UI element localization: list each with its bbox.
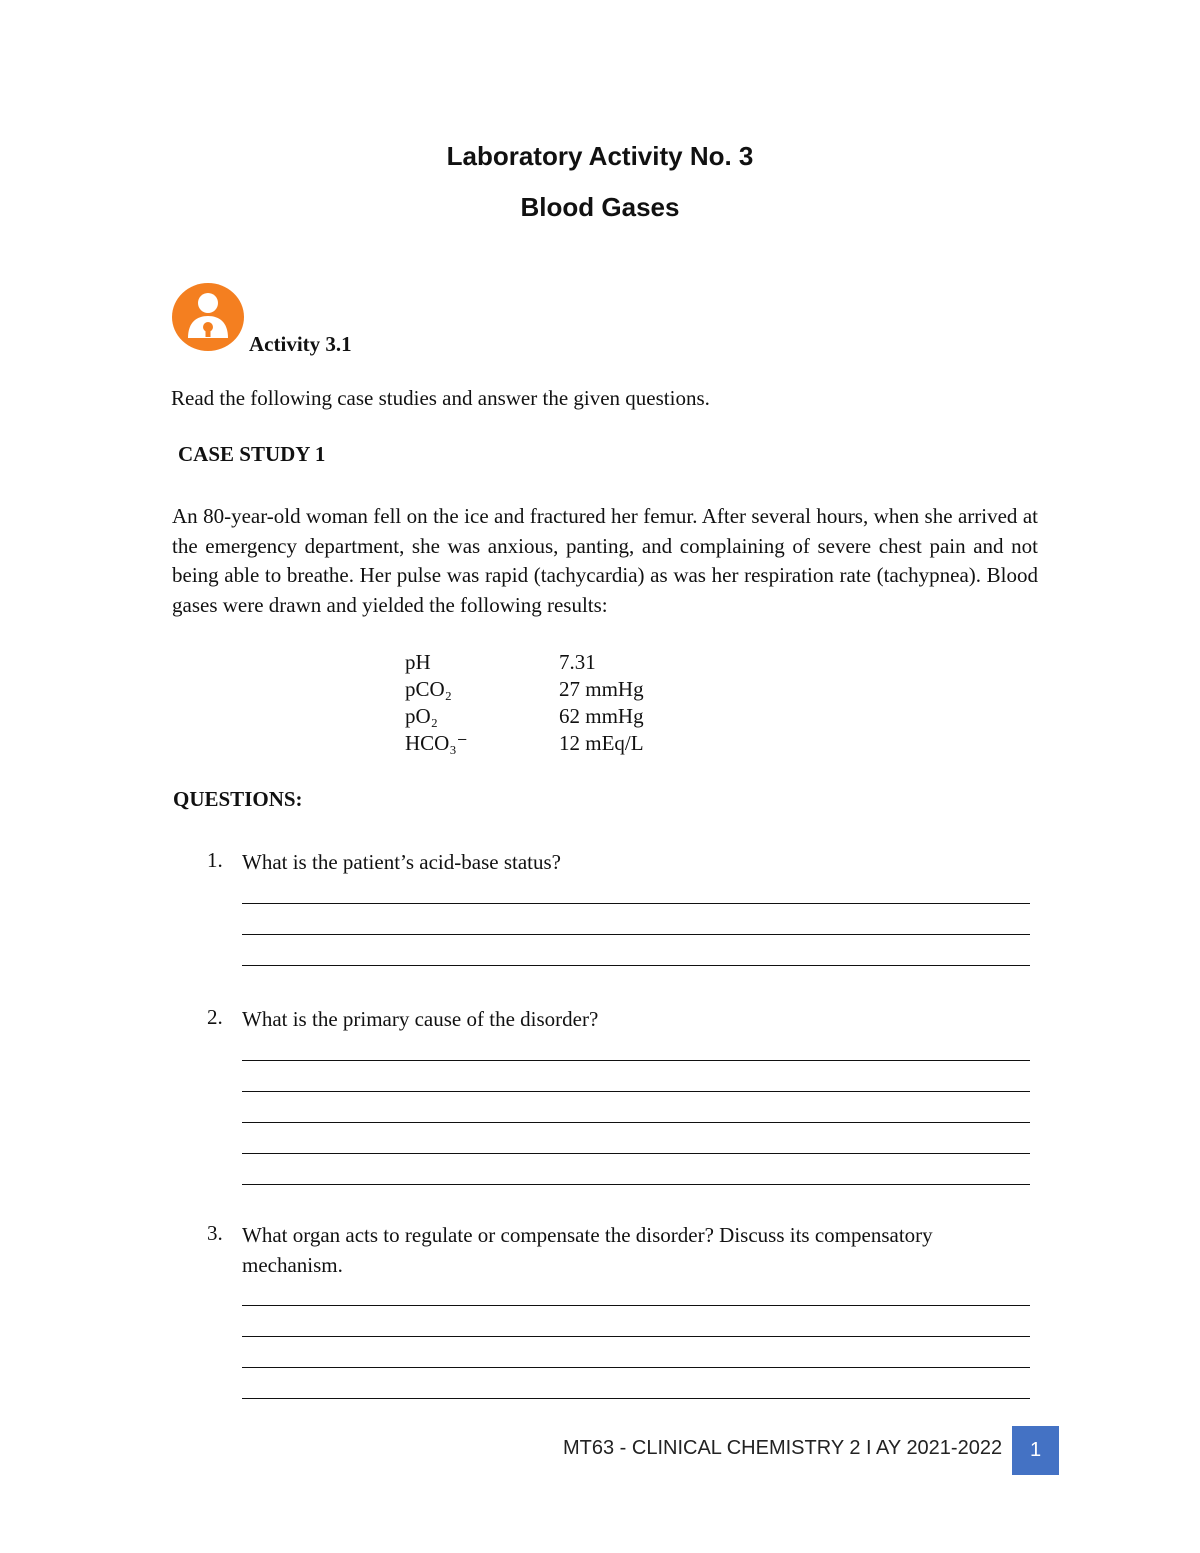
page-title: Laboratory Activity No. 3 xyxy=(446,141,754,171)
answer-line[interactable] xyxy=(242,934,1030,935)
case-study-title: CASE STUDY 1 xyxy=(178,442,326,466)
result-value: 7.31 xyxy=(559,650,596,674)
question-number: 3. xyxy=(207,1221,223,1245)
answer-line[interactable] xyxy=(242,1060,1030,1061)
result-param: pO₂ xyxy=(405,704,438,728)
answer-line[interactable] xyxy=(242,1305,1030,1306)
question-number: 1. xyxy=(207,848,223,872)
answer-line[interactable] xyxy=(242,1398,1030,1399)
question-text: What is the primary cause of the disorder? xyxy=(242,1007,599,1031)
answer-line[interactable] xyxy=(242,965,1030,966)
answer-line[interactable] xyxy=(242,1153,1030,1154)
question-text: What is the patient’s acid-base status? xyxy=(242,850,561,874)
result-param: HCO₃⁻ xyxy=(405,731,468,755)
result-value: 62 mmHg xyxy=(559,704,644,728)
result-param: pH xyxy=(405,650,431,674)
answer-line[interactable] xyxy=(242,1122,1030,1123)
question-text: What organ acts to regulate or compensate the disorder? Discuss its compensatory mechanism. xyxy=(242,1223,933,1277)
result-param: pCO₂ xyxy=(405,677,452,701)
page-subtitle: Blood Gases xyxy=(520,192,680,222)
case-study-text: An 80-year-old woman fell on the ice and fractured her femur. After several hours, when she arrived at the emergency department, she was anxious, panting, and complaining of severe chest pain and not being able to breathe. Her pulse was rapid (tachycardia) as was her respiration rate (tachypnea). Blood gases were drawn and yielded the following results: xyxy=(172,504,1038,617)
activity-label: Activity 3.1 xyxy=(249,332,352,356)
instructions: Read the following case studies and answer the given questions. xyxy=(171,386,710,410)
answer-line[interactable] xyxy=(242,903,1030,904)
answer-line[interactable] xyxy=(242,1367,1030,1368)
result-value: 12 mEq/L xyxy=(559,731,644,755)
person-icon xyxy=(171,282,245,352)
question-number: 2. xyxy=(207,1005,223,1029)
answer-line[interactable] xyxy=(242,1091,1030,1092)
answer-line[interactable] xyxy=(242,1336,1030,1337)
questions-title: QUESTIONS: xyxy=(173,787,303,811)
page-number: 1 xyxy=(1012,1426,1059,1475)
answer-line[interactable] xyxy=(242,1184,1030,1185)
footer-course: MT63 - CLINICAL CHEMISTRY 2 I AY 2021-2022 xyxy=(563,1437,1003,1459)
result-value: 27 mmHg xyxy=(559,677,644,701)
